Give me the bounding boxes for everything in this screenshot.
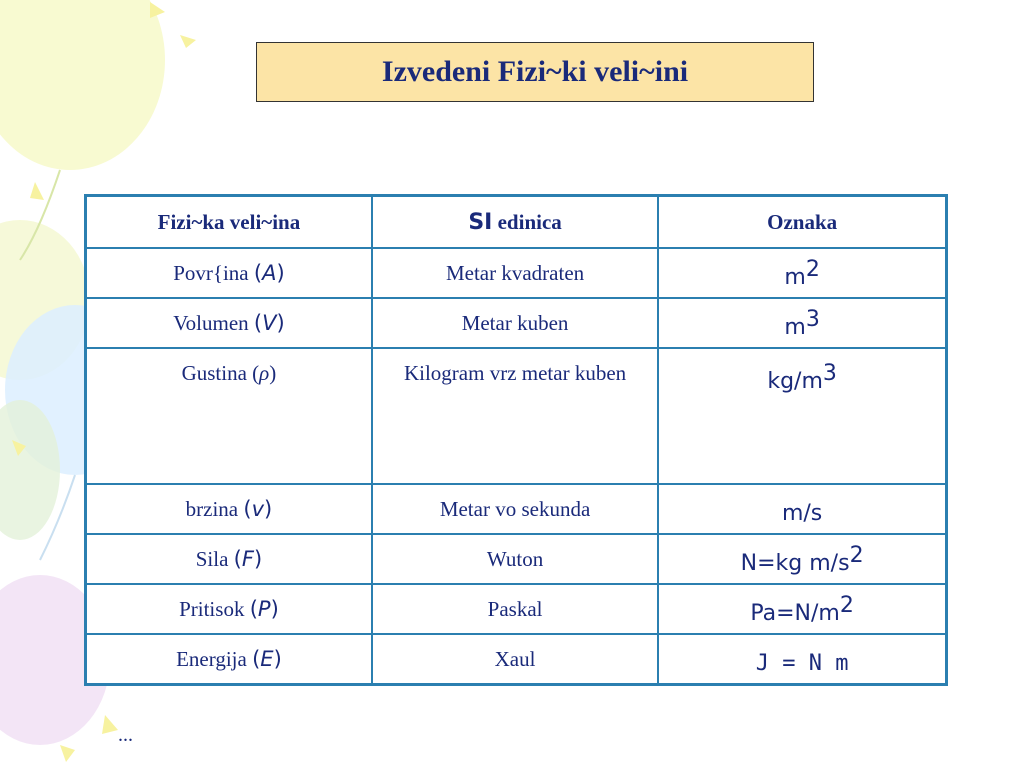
unit-exponent: 2	[849, 542, 864, 568]
quantity-name: Povr{ina	[173, 260, 249, 285]
quantity-symbol: ρ	[259, 361, 270, 385]
paren-close: )	[264, 496, 273, 521]
unit-cell: Xaul	[372, 634, 658, 685]
quantity-symbol: F	[241, 546, 254, 571]
table-row	[86, 348, 947, 484]
unit-exponent: 2	[805, 256, 820, 282]
symbol-cell	[658, 634, 946, 685]
symbol-cell	[658, 248, 946, 298]
units-table	[84, 194, 948, 686]
quantity-cell	[86, 534, 372, 584]
quantity-symbol: P	[257, 596, 271, 621]
quantity-cell: Gustina (ρ)	[86, 348, 372, 484]
symbol-cell	[658, 298, 946, 348]
table-row	[86, 534, 947, 584]
page-title: Izvedeni Fizi~ki veli~ini	[381, 55, 689, 88]
title-box	[256, 42, 814, 102]
footer-ellipsis: ...	[118, 724, 133, 746]
quantity-symbol: v	[251, 496, 265, 521]
table-header-row	[86, 196, 947, 249]
unit-cell: Paskal	[372, 584, 658, 634]
unit-cell: Metar kuben	[372, 298, 658, 348]
paren-open: (	[253, 260, 263, 285]
symbol-cell	[658, 584, 946, 634]
unit-exponent: 3	[805, 306, 820, 332]
unit-symbol: N=kg m/s	[740, 550, 850, 576]
paren-close: )	[253, 546, 263, 571]
paren-open: (	[233, 546, 242, 571]
symbol-cell	[658, 484, 946, 534]
paren-close: )	[270, 596, 279, 621]
unit-symbol: J = N m	[755, 650, 849, 676]
unit-exponent: 3	[822, 361, 837, 386]
quantity-symbol: E	[260, 646, 274, 671]
paren-close: )	[276, 310, 285, 335]
unit-cell: Metar kvadraten	[372, 248, 658, 298]
quantity-name: brzina	[185, 496, 239, 521]
header-unit-label: edinica	[497, 209, 562, 234]
paren-close: )	[273, 646, 282, 671]
header-quantity: Fizi~ka veli~ina	[86, 196, 372, 249]
table-row	[86, 484, 947, 534]
symbol-cell	[658, 534, 946, 584]
table-row	[86, 584, 947, 634]
quantity-cell	[86, 584, 372, 634]
unit-cell: Wuton	[372, 534, 658, 584]
table-row	[86, 634, 947, 685]
header-unit	[372, 196, 658, 249]
table-row	[86, 248, 947, 298]
paren-open: (	[243, 496, 252, 521]
paren-open: (	[252, 646, 261, 671]
paren-close: )	[276, 260, 285, 285]
paren-open: (	[249, 596, 258, 621]
unit-symbol: m	[784, 314, 806, 340]
unit-exponent: 2	[839, 592, 854, 618]
quantity-name: Gustina	[181, 361, 247, 385]
quantity-name: Sila	[195, 546, 229, 571]
unit-cell: Metar vo sekunda	[372, 484, 658, 534]
unit-symbol: Pa=N/m	[750, 600, 840, 626]
quantity-name: Volumen	[173, 310, 249, 335]
unit-symbol: kg/m	[767, 369, 823, 394]
unit-cell: Kilogram vrz metar kuben	[372, 348, 658, 484]
quantity-name: Pritisok	[179, 596, 245, 621]
quantity-name: Energija	[176, 646, 247, 671]
header-unit-prefix: SI	[468, 209, 493, 235]
header-symbol: Oznaka	[658, 196, 946, 249]
quantity-cell	[86, 298, 372, 348]
paren-open: (	[253, 310, 263, 335]
unit-symbol: m	[784, 264, 806, 290]
table-row	[86, 298, 947, 348]
quantity-symbol: A	[262, 260, 277, 285]
quantity-symbol: V	[262, 310, 277, 335]
quantity-cell	[86, 248, 372, 298]
quantity-cell	[86, 484, 372, 534]
quantity-cell	[86, 634, 372, 685]
unit-symbol: m/s	[781, 500, 823, 526]
symbol-cell	[658, 348, 946, 484]
